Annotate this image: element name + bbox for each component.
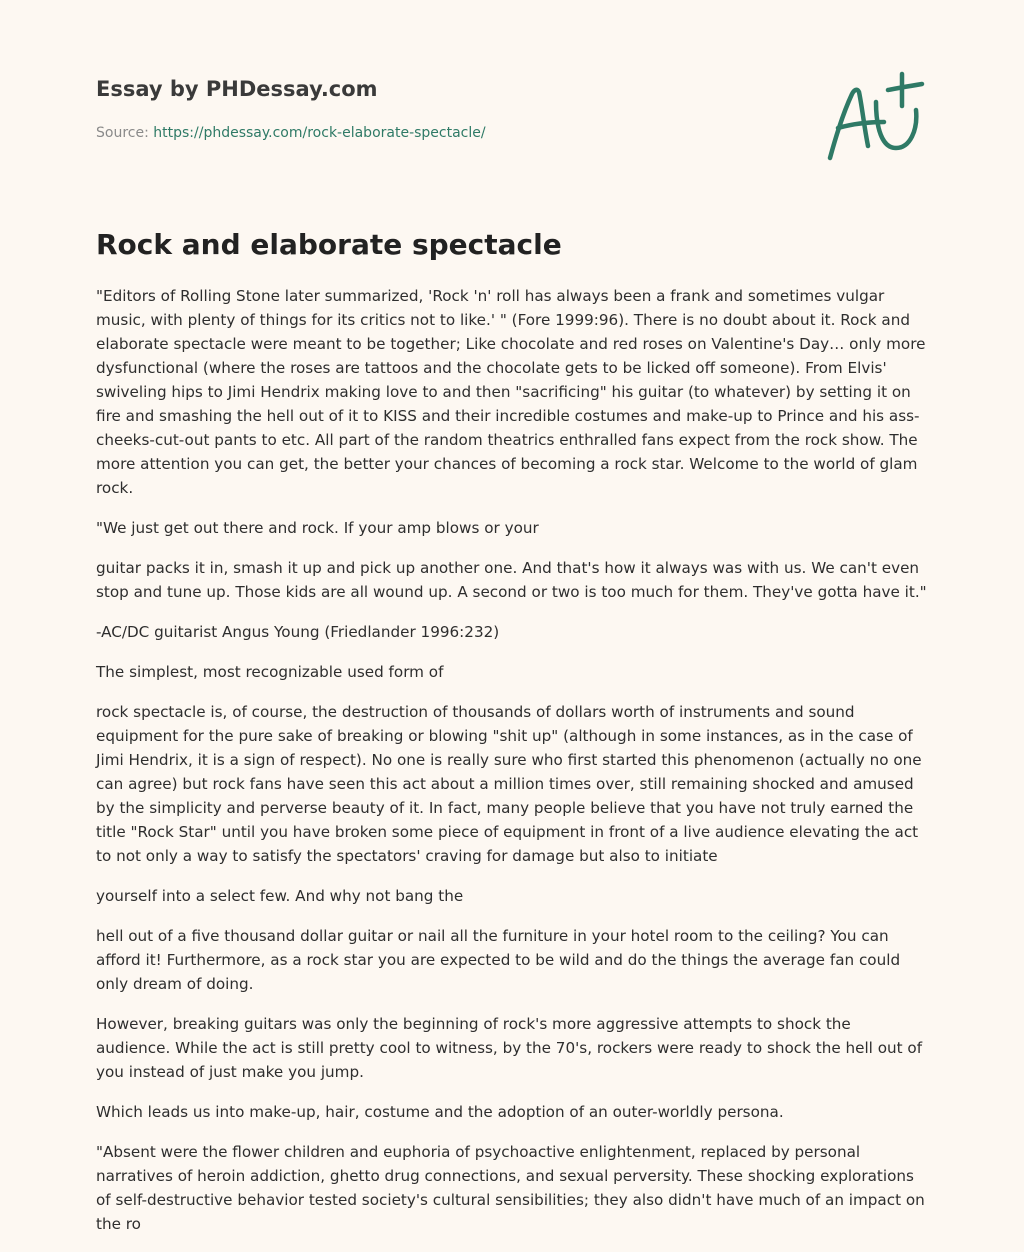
essay-paragraph: rock spectacle is, of course, the destruction of thousands of dollars worth of instruments and sound equipment for the pure sake of breaking or blowing "shit up" (although in some instances, as in the case of Jimi Hendrix, it is a sign of respect). No one is really sure who first started this phenomenon (actually no one can agree) but rock fans have seen this act about a million times over, still remaining shocked and amused by the simplicity and perverse beauty of it. In fact, many people believe that you have not truly earned the title "Rock Star" until you have broken some piece of equipment in front of a live audience elevating the act to not only a way to satisfy the spectators' craving for damage but also to initiate — [96, 703, 922, 865]
essay-paragraph: yourself into a select few. And why not bang the — [96, 887, 464, 905]
a-plus-logo-icon — [818, 66, 930, 166]
essay-paragraph: "Absent were the flower children and euphoria of psychoactive enlightenment, replaced by personal narratives of heroin addiction, ghetto drug connections, and sexual perversity. These shocking explorations of self-destructive behavior tested society's cultural sensibilities; they also didn't have much of an impact on the ro — [96, 1143, 925, 1233]
essay-paragraph: hell out of a five thousand dollar guitar or nail all the furniture in your hotel room to the ceiling? You can afford it! Furthermore, as a rock star you are expected to be wild and do the things the average fan could only dream of doing. — [96, 927, 901, 993]
essay-paragraph: The simplest, most recognizable used form of — [96, 663, 444, 681]
source-line — [96, 122, 696, 144]
essay-paragraph: "Editors of Rolling Stone later summarized, 'Rock 'n' roll has always been a frank and sometimes vulgar music, with plenty of things for its critics not to like.' " (Fore 1999:96). There is no doubt about it. Rock and elaborate spectacle were meant to be together; Like chocolate and red roses on Valentine's Day… only more dysfunctional (where the roses are tattoos and the chocolate gets to be licked off someone). From Elvis' swiveling hips to Jimi Hendrix making love to and then "sacrificing" his guitar (to whatever) by setting it on fire and smashing the hell out of it to KISS and their incredible costumes and make-up to Prince and his ass-cheeks-cut-out pants to etc. All part of the random theatrics enthralled fans expect from the rock show. The more attention you can get, the better your chances of becoming a rock star. Welcome to the world of glam rock. — [96, 287, 926, 497]
essay-body — [96, 284, 928, 1252]
essay-paragraph: Which leads us into make-up, hair, costume and the adoption of an outer-worldly persona. — [96, 1103, 784, 1121]
essay-title: Rock and elaborate spectacle — [96, 228, 562, 261]
page-header — [96, 72, 696, 144]
essay-paragraph: However, breaking guitars was only the beginning of rock's more aggressive attempts to shock the audience. While the act is still pretty cool to witness, by the 70's, rockers were ready to shock the hell out of you instead of just make you jump. — [96, 1015, 923, 1081]
source-link[interactable]: https://phdessay.com/rock-elaborate-spectacle/ — [153, 125, 486, 141]
site-title: Essay by PHDessay.com — [96, 77, 378, 101]
source-label: Source: — [96, 125, 154, 141]
essay-paragraph: "We just get out there and rock. If your amp blows or your — [96, 519, 539, 537]
essay-paragraph: guitar packs it in, smash it up and pick up another one. And that's how it always was with us. We can't even stop and tune up. Those kids are all wound up. A second or two is too much for them. They've gotta have it." — [96, 559, 927, 601]
essay-paragraph: -AC/DC guitarist Angus Young (Friedlander 1996:232) — [96, 623, 500, 641]
